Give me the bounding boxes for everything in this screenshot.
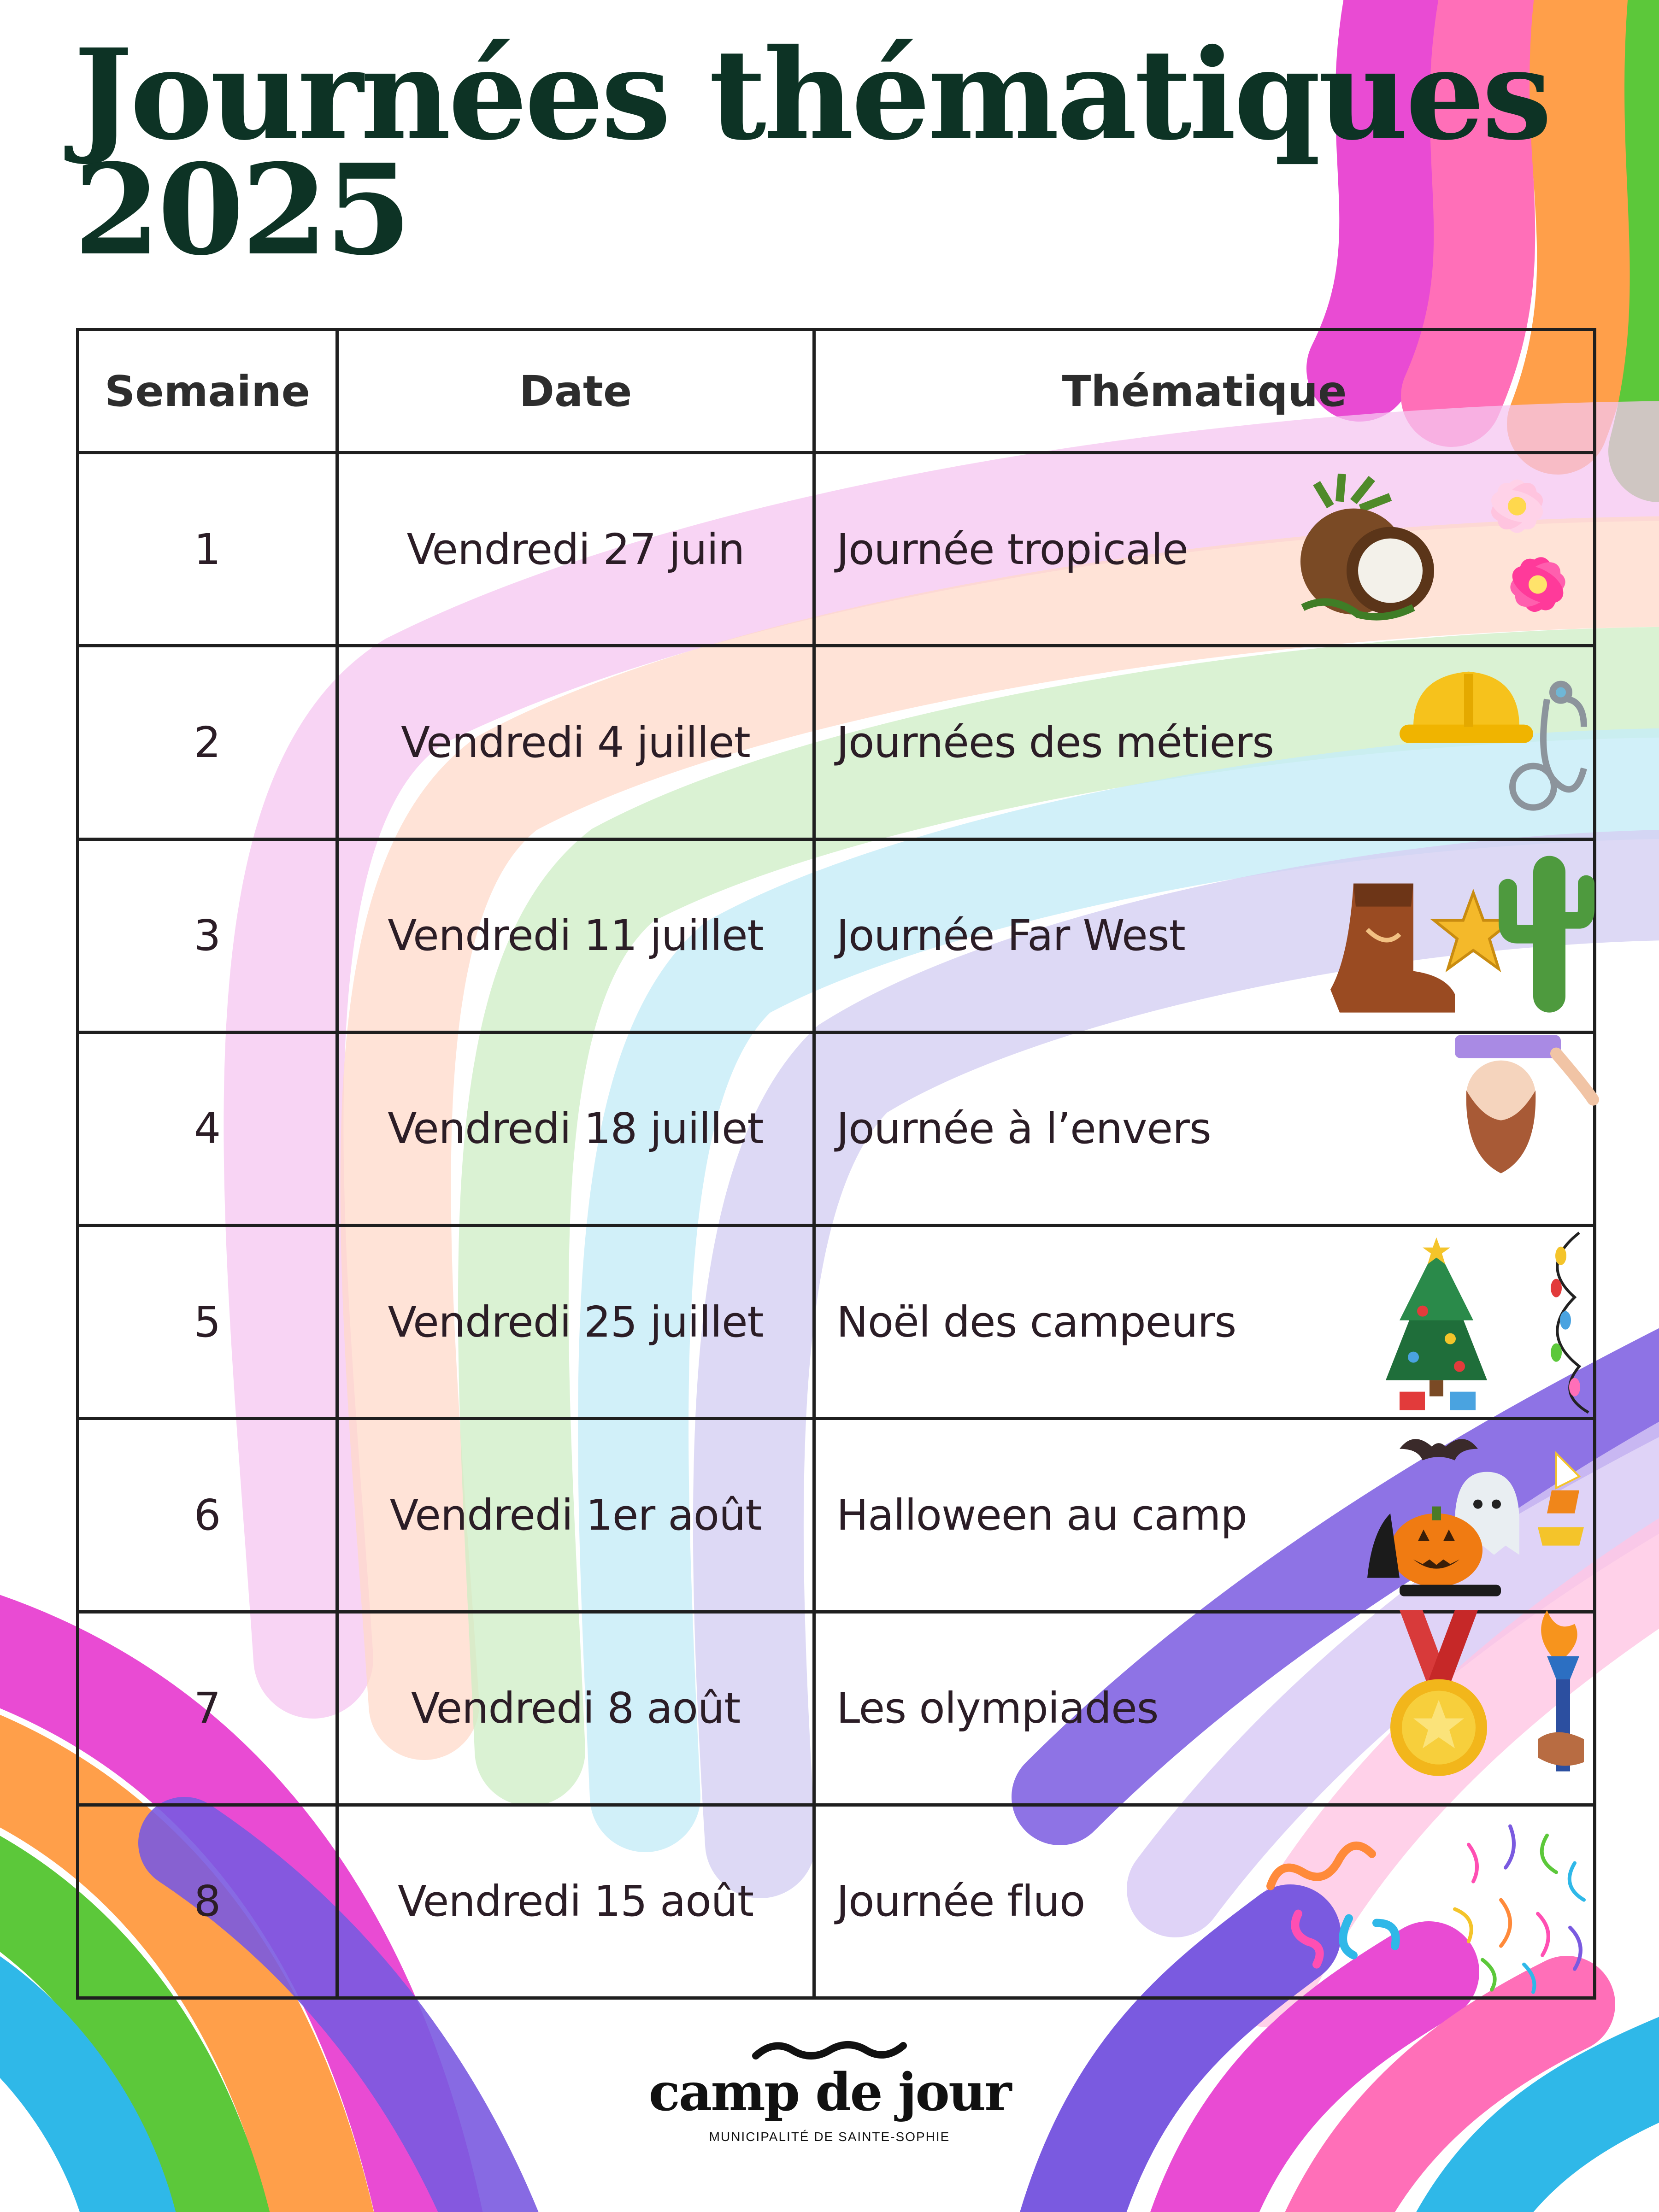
theme-label: Les olympiades: [836, 1684, 1159, 1733]
upside-down-girl-icon: [1455, 1035, 1593, 1173]
column-header-week: Semaine: [78, 330, 337, 453]
logo-subtitle: MUNICIPALITÉ DE SAINTE-SOPHIE: [709, 2130, 950, 2144]
table-row: [78, 1226, 1595, 1419]
theme-cell: [814, 646, 1595, 839]
theme-cell: [814, 1032, 1595, 1225]
column-header-date: Date: [337, 330, 814, 453]
week-cell: 3: [78, 839, 337, 1032]
theme-cell: [814, 1226, 1595, 1419]
date-cell: Vendredi 27 juin: [337, 453, 814, 646]
week-cell: 5: [78, 1226, 337, 1419]
bat-icon: [1400, 1439, 1478, 1461]
week-cell: 1: [78, 453, 337, 646]
date-cell: Vendredi 18 juillet: [337, 1032, 814, 1225]
theme-label: Halloween au camp: [836, 1490, 1247, 1540]
logo-brand-text: camp de jour: [648, 2062, 1011, 2123]
sheriff-star-icon: [1434, 892, 1512, 968]
string-lights-icon: [1551, 1233, 1588, 1413]
table-row: [78, 1032, 1595, 1225]
table-row: [78, 1805, 1595, 1998]
date-cell: Vendredi 15 août: [337, 1805, 814, 1998]
theme-cell: [814, 839, 1595, 1032]
cowboy-boot-icon: [1330, 883, 1455, 1012]
column-header-theme: Thématique: [814, 330, 1595, 453]
table-row: [78, 1419, 1595, 1612]
halloween-pumpkin-icon: [1367, 1507, 1501, 1596]
theme-days-table: [76, 328, 1596, 2000]
page-title-year: 2025: [74, 136, 409, 283]
hard-hat-icon: [1400, 672, 1533, 743]
wave-icon: [751, 2036, 908, 2064]
week-cell: 2: [78, 646, 337, 839]
christmas-tree-icon: [1386, 1238, 1487, 1410]
theme-cell: [814, 453, 1595, 646]
table-row: [78, 646, 1595, 839]
ghost-icon: [1455, 1472, 1519, 1555]
date-cell: Vendredi 25 juillet: [337, 1226, 814, 1419]
olympic-torch-icon: [1538, 1610, 1584, 1771]
theme-label: Journée tropicale: [836, 524, 1188, 574]
theme-cell: [814, 1612, 1595, 1805]
cactus-icon: [1508, 856, 1586, 1012]
theme-cell: [814, 1805, 1595, 1998]
gold-medal-icon: [1390, 1610, 1487, 1776]
theme-cell: [814, 1419, 1595, 1612]
coconut-icon: [1300, 474, 1434, 617]
confetti-icon: [1455, 1826, 1584, 1992]
date-cell: Vendredi 1er août: [337, 1419, 814, 1612]
week-cell: 6: [78, 1419, 337, 1612]
week-cell: 8: [78, 1805, 337, 1998]
table-row: [78, 839, 1595, 1032]
theme-label: Journée fluo: [836, 1877, 1085, 1926]
week-cell: 7: [78, 1612, 337, 1805]
date-cell: Vendredi 11 juillet: [337, 839, 814, 1032]
frangipani-flower-icon: [1487, 476, 1570, 616]
candy-corn-icon: [1538, 1454, 1584, 1546]
date-cell: Vendredi 8 août: [337, 1612, 814, 1805]
streamers-icon: [1271, 1846, 1396, 1965]
theme-label: Journée Far West: [836, 911, 1185, 961]
stethoscope-icon: [1512, 684, 1584, 808]
theme-label: Journée à l’envers: [836, 1104, 1211, 1154]
page-title: Journées thématiques: [74, 21, 1549, 168]
table-header-row: [78, 330, 1595, 453]
theme-label: Noël des campeurs: [836, 1297, 1236, 1347]
camp-de-jour-logo: [645, 2036, 1014, 2144]
date-cell: Vendredi 4 juillet: [337, 646, 814, 839]
week-cell: 4: [78, 1032, 337, 1225]
table-row: [78, 1612, 1595, 1805]
theme-label: Journées des métiers: [836, 717, 1274, 767]
table-row: [78, 453, 1595, 646]
